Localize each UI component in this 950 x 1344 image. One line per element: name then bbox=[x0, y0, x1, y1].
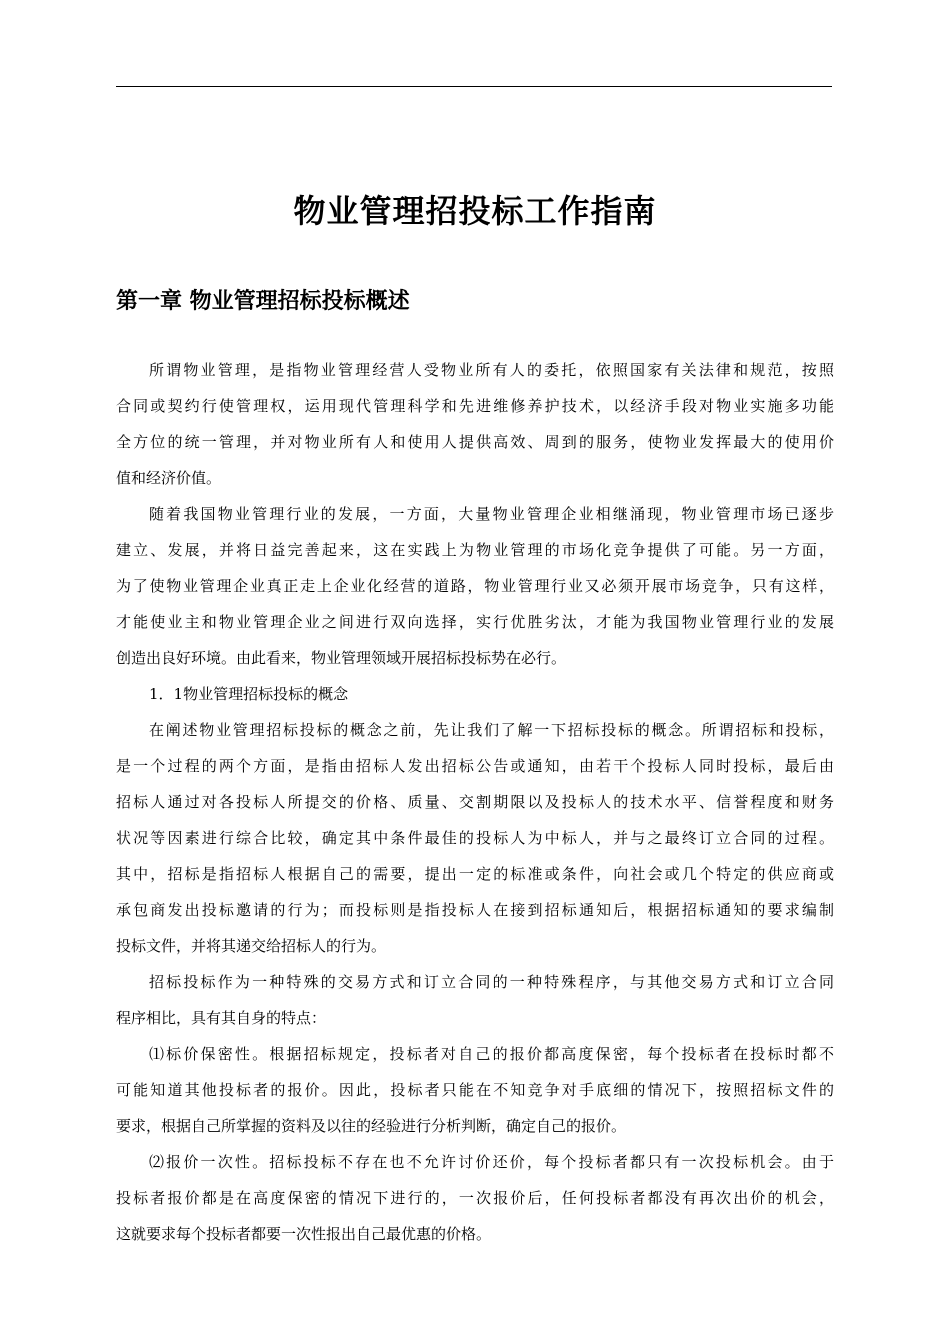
body-line: 在阐述物业管理招标投标的概念之前，先让我们了解一下招标投标的概念。所谓招标和投标， bbox=[149, 721, 834, 739]
body-line: 才能使业主和物业管理企业之间进行双向选择，实行优胜劣汰，才能为我国物业管理行业的发展 bbox=[116, 613, 834, 631]
body-line: 为了使物业管理企业真正走上企业化经营的道路，物业管理行业又必须开展市场竞争，只有这样， bbox=[116, 577, 834, 595]
body-line: 其中，招标是指招标人根据自己的需要，提出一定的标准或条件，向社会或几个特定的供应商或 bbox=[116, 865, 834, 883]
body-line: 可能知道其他投标者的报价。因此，投标者只能在不知竞争对手底细的情况下，按照招标文件的 bbox=[116, 1081, 834, 1099]
body-line: 投标者报价都是在高度保密的情况下进行的，一次报价后，任何投标者都没有再次出价的机会， bbox=[116, 1189, 834, 1207]
body-line: 承包商发出投标邀请的行为；而投标则是指投标人在接到招标通知后，根据招标通知的要求编制 bbox=[116, 901, 834, 919]
body-line: 要求，根据自己所掌握的资料及以往的经验进行分析判断，确定自己的报价。 bbox=[116, 1117, 627, 1135]
body-line: 随着我国物业管理行业的发展，一方面，大量物业管理企业相继涌现，物业管理市场已逐步 bbox=[149, 505, 834, 523]
list-item: ⑴标价保密性。根据招标规定，投标者对自己的报价都高度保密，每个投标者在投标时都不 bbox=[149, 1045, 834, 1063]
body-line: 合同或契约行使管理权，运用现代管理科学和先进维修养护技术，以经济手段对物业实施多功能 bbox=[116, 397, 834, 415]
body-line: 招标投标作为一种特殊的交易方式和订立合同的一种特殊程序，与其他交易方式和订立合同 bbox=[149, 973, 834, 991]
body-line: 创造出良好环境。由此看来，物业管理领域开展招标投标势在必行。 bbox=[116, 649, 567, 667]
body-line: 这就要求每个投标者都要一次性报出自己最优惠的价格。 bbox=[116, 1225, 492, 1243]
header-rule bbox=[116, 86, 832, 87]
document-title: 物业管理招投标工作指南 bbox=[293, 192, 657, 230]
body-line: 程序相比，具有其自身的特点： bbox=[116, 1009, 327, 1027]
body-line: 状况等因素进行综合比较，确定其中条件最佳的投标人为中标人，并与之最终订立合同的过程。 bbox=[116, 829, 834, 847]
list-item: ⑵报价一次性。招标投标不存在也不允许讨价还价，每个投标者都只有一次投标机会。由于 bbox=[149, 1153, 834, 1171]
document-body bbox=[116, 352, 834, 1252]
body-line: 值和经济价值。 bbox=[116, 469, 222, 487]
body-line: 全方位的统一管理，并对物业所有人和使用人提供高效、周到的服务，使物业发挥最大的使用价 bbox=[116, 433, 834, 451]
body-line: 建立、发展，并将日益完善起来，这在实践上为物业管理的市场化竞争提供了可能。另一方面， bbox=[116, 541, 834, 559]
body-line: 投标文件，并将其递交给招标人的行为。 bbox=[116, 937, 387, 955]
section-heading: 1．1物业管理招标投标的概念 bbox=[149, 685, 349, 703]
body-line: 所谓物业管理，是指物业管理经营人受物业所有人的委托，依照国家有关法律和规范，按照 bbox=[149, 361, 834, 379]
body-line: 招标人通过对各投标人所提交的价格、质量、交割期限以及投标人的技术水平、信誉程度和财务 bbox=[116, 793, 834, 811]
body-line: 是一个过程的两个方面，是指由招标人发出招标公告或通知，由若干个投标人同时投标，最后由 bbox=[116, 757, 834, 775]
chapter-title: 第一章 物业管理招标投标概述 bbox=[116, 289, 410, 314]
